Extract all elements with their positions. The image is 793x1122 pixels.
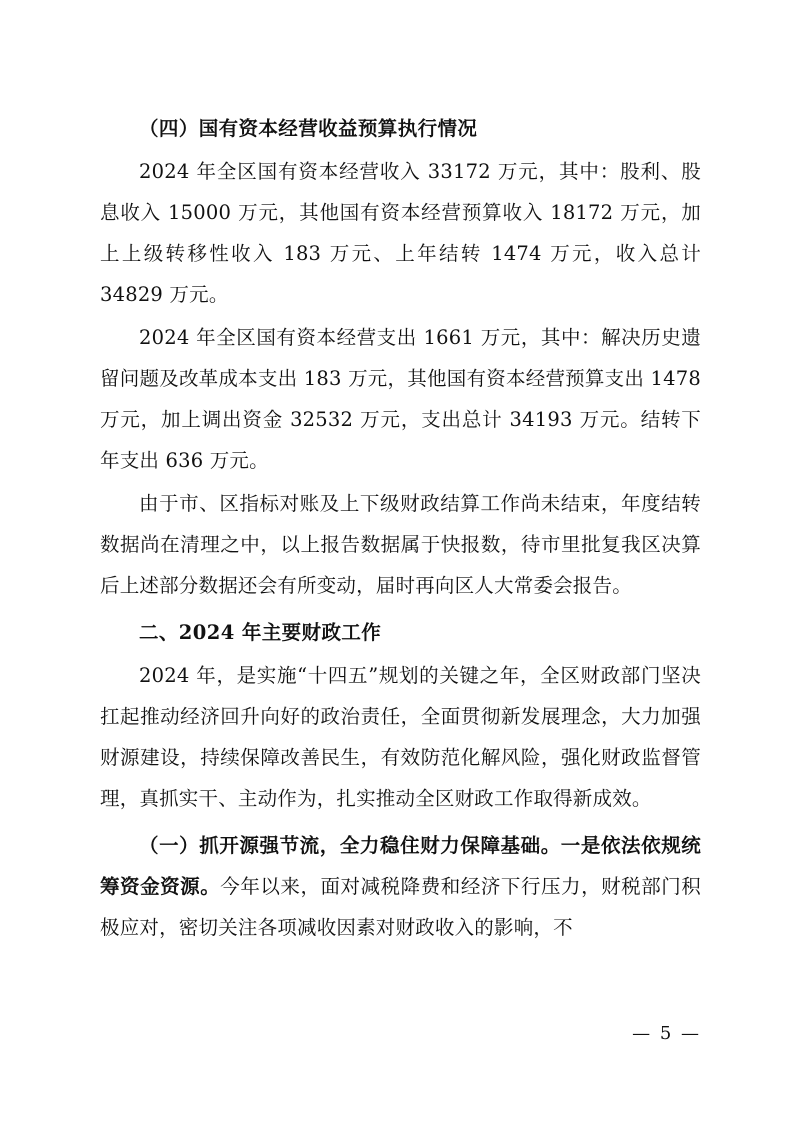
paragraph-item-1-bold-lead: （一）抓开源强节流，全力稳住财力保障基础。一是依法依规统筹资金资源。 [100,834,701,898]
paragraph-item-1 [100,825,701,948]
paragraph-soe-expense: 2024 年全区国有资本经营支出 1661 万元，其中：解决历史遗留问题及改革成本支出 183 万元，其他国有资本经营预算支出 1478 万元，加上调出资金 32532 万元，支出总计 34193 万元。结转下年支出 636 万元。 [100,326,701,472]
paragraph-soe-income: 2024 年全区国有资本经营收入 33172 万元，其中：股利、股息收入 15000 万元，其他国有资本经营预算收入 18172 万元，加上上级转移性收入 183 万元、上年结转 1474 万元，收入总计 34829 万元。 [100,160,701,306]
section-heading-2: 二、2024 年主要财政工作 [139,621,382,644]
paragraph-settlement-note: 由于市、区指标对账及上下级财政结算工作尚未结束，年度结转数据尚在清理之中，以上报告数据属于快报数，待市里批复我区决算后上述部分数据还会有所变动，届时再向区人大常委会报告。 [100,492,701,597]
page-number: — 5 — [632,1023,701,1044]
document-body [100,108,701,948]
section-heading-4: （四）国有资本经营收益预算执行情况 [139,117,478,140]
paragraph-main-work-intro: 2024 年，是实施“十四五”规划的关键之年，全区财政部门坚决扛起推动经济回升向好的政治责任，全面贯彻新发展理念，大力加强财源建设，持续保障改善民生，有效防范化解风险，强化财政监督管理，真抓实干、主动作为，扎实推动全区财政工作取得新成效。 [100,664,701,810]
paragraph-item-1-body: 今年以来，面对减税降费和经济下行压力，财税部门积极应对，密切关注各项减收因素对财政收入的影响，不 [100,875,702,939]
